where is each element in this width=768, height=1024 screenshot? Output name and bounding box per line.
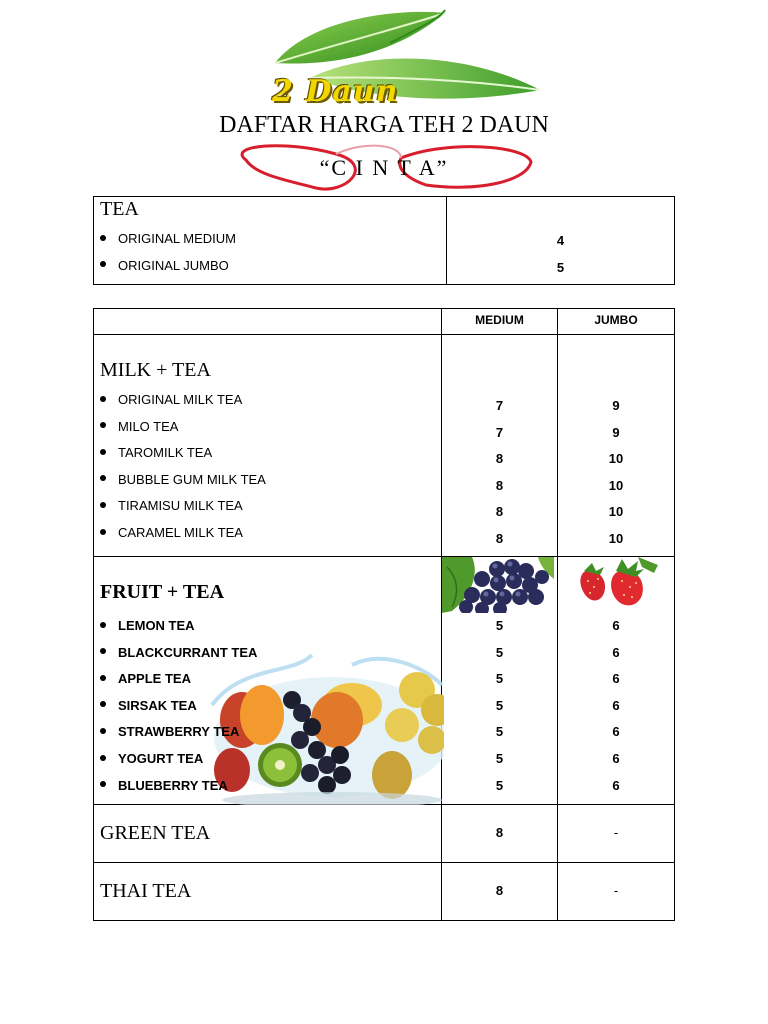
strawberries-image	[558, 557, 670, 613]
bullet-icon	[100, 502, 106, 508]
list-item: YOGURT TEA	[94, 746, 441, 773]
price-value: 10	[608, 451, 624, 467]
milk-tea-jumbo-prices	[558, 335, 675, 557]
price-value: 10	[608, 477, 624, 493]
price-value: 5	[556, 259, 565, 275]
fruit-tea-medium-prices	[442, 557, 558, 805]
section-title-fruit-tea: FRUIT + TEA	[100, 581, 225, 603]
price-value: 5	[495, 644, 504, 660]
price-value: 5	[495, 750, 504, 766]
price-value: 6	[612, 618, 620, 633]
price-value: 5	[495, 724, 504, 740]
green-tea-medium-price: 8	[442, 805, 558, 863]
bullet-icon	[100, 422, 106, 428]
thai-tea-jumbo-price: -	[558, 863, 675, 921]
price-value: 6	[612, 644, 620, 660]
price-value: 7	[495, 424, 504, 440]
green-tea-section	[94, 805, 442, 863]
list-item: TIRAMISU MILK TEA	[94, 493, 441, 520]
list-item: TAROMILK TEA	[94, 440, 441, 467]
section-title-milk-tea: MILK + TEA	[100, 359, 211, 381]
column-header-jumbo: JUMBO	[558, 309, 675, 335]
section-title-tea: TEA	[100, 198, 139, 220]
column-header-medium: MEDIUM	[442, 309, 558, 335]
bullet-icon	[100, 261, 106, 267]
thai-tea-medium-price: 8	[442, 863, 558, 921]
price-value: 9	[612, 398, 620, 413]
price-value: 10	[608, 504, 624, 520]
price-value: 6	[612, 777, 620, 793]
bullet-icon	[100, 622, 106, 628]
section-title-thai-tea: THAI TEA	[100, 880, 192, 902]
bullet-icon	[100, 781, 106, 787]
price-value: 6	[612, 750, 620, 766]
tea-price-cell	[447, 197, 675, 285]
price-value: 9	[612, 424, 620, 440]
bullet-icon	[100, 475, 106, 481]
list-item: ORIGINAL MILK TEA	[94, 387, 441, 414]
price-value: 6	[612, 697, 620, 713]
price-value: 8	[495, 530, 504, 546]
price-value: 8	[495, 451, 504, 467]
price-value: 7	[495, 398, 504, 413]
bullet-icon	[100, 675, 106, 681]
bullet-icon	[100, 449, 106, 455]
list-item: ORIGINAL MEDIUM	[94, 226, 446, 253]
fruit-tea-jumbo-prices	[558, 557, 675, 805]
price-value: 4	[556, 233, 565, 248]
price-value: 10	[608, 530, 624, 546]
list-item: BLUEBERRY TEA	[94, 773, 441, 800]
price-value: 6	[612, 671, 620, 687]
bullet-icon	[100, 728, 106, 734]
green-tea-jumbo-price: -	[558, 805, 675, 863]
page-title: DAFTAR HARGA TEH 2 DAUN	[219, 112, 549, 138]
list-item: APPLE TEA	[94, 666, 441, 693]
grapes-image	[442, 557, 554, 613]
list-item: BUBBLE GUM MILK TEA	[94, 467, 441, 494]
milk-tea-medium-prices	[442, 335, 558, 557]
list-item: MILO TEA	[94, 414, 441, 441]
list-item: SIRSAK TEA	[94, 693, 441, 720]
price-value: 5	[495, 697, 504, 713]
price-value: 5	[495, 777, 504, 793]
price-value: 8	[495, 504, 504, 520]
price-value: 8	[495, 477, 504, 493]
bullet-icon	[100, 701, 106, 707]
bullet-icon	[100, 755, 106, 761]
price-value: 5	[495, 618, 504, 633]
list-item: STRAWBERRY TEA	[94, 719, 441, 746]
bullet-icon	[100, 529, 106, 535]
fruit-tea-section	[94, 557, 442, 805]
price-value: 5	[495, 671, 504, 687]
list-item: CARAMEL MILK TEA	[94, 520, 441, 547]
tea-section-cell	[94, 197, 447, 285]
list-item: LEMON TEA	[94, 613, 441, 640]
thai-tea-section	[94, 863, 442, 921]
menu-table	[93, 308, 675, 921]
page-subtitle: “C I N T A”	[319, 155, 449, 180]
bullet-icon	[100, 648, 106, 654]
logo-text: 2 Daun	[272, 74, 399, 109]
header-empty-cell	[94, 309, 442, 335]
tea-table	[93, 196, 675, 285]
bullet-icon	[100, 235, 106, 241]
list-item: BLACKCURRANT TEA	[94, 640, 441, 667]
bullet-icon	[100, 396, 106, 402]
section-title-green-tea: GREEN TEA	[100, 822, 211, 844]
milk-tea-section	[94, 335, 442, 557]
price-value: 6	[612, 724, 620, 740]
list-item: ORIGINAL JUMBO	[94, 253, 446, 280]
